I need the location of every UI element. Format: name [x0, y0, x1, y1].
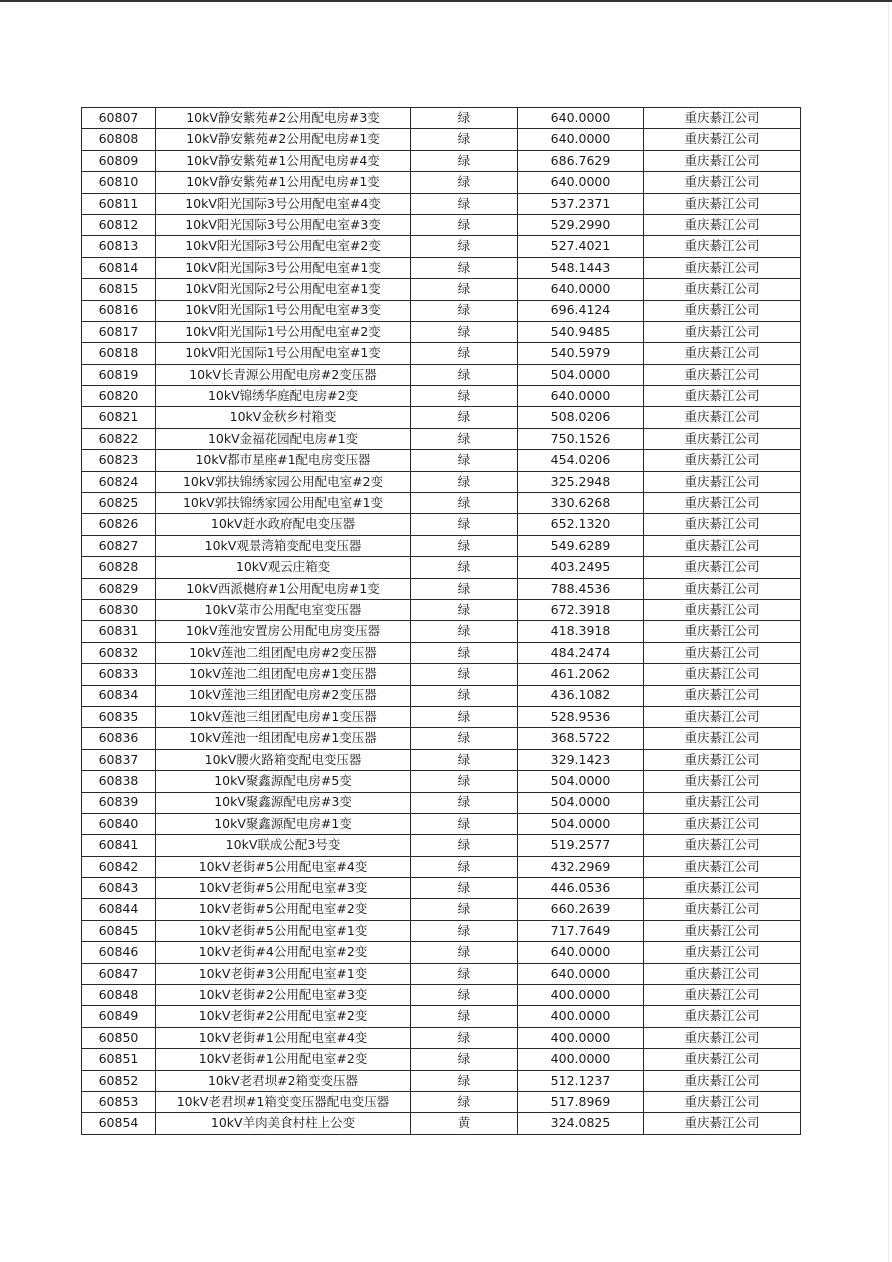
cell-capacity-value: 418.3918 [518, 621, 644, 642]
cell-company: 重庆綦江公司 [644, 771, 801, 792]
cell-status-level: 绿 [411, 728, 518, 749]
cell-capacity-value: 549.6289 [518, 535, 644, 556]
cell-company: 重庆綦江公司 [644, 364, 801, 385]
cell-id: 60847 [82, 963, 156, 984]
cell-id: 60825 [82, 493, 156, 514]
cell-company: 重庆綦江公司 [644, 1070, 801, 1091]
cell-transformer-name: 10kV静安紫苑#1公用配电房#4变 [156, 150, 411, 171]
cell-id: 60836 [82, 728, 156, 749]
cell-status-level: 绿 [411, 214, 518, 235]
cell-company: 重庆綦江公司 [644, 920, 801, 941]
cell-company: 重庆綦江公司 [644, 856, 801, 877]
cell-id: 60850 [82, 1027, 156, 1048]
cell-status-level: 绿 [411, 193, 518, 214]
cell-status-level: 绿 [411, 279, 518, 300]
cell-transformer-name: 10kV阳光国际1号公用配电室#3变 [156, 300, 411, 321]
cell-transformer-name: 10kV老街#1公用配电室#2变 [156, 1049, 411, 1070]
cell-company: 重庆綦江公司 [644, 835, 801, 856]
cell-capacity-value: 548.1443 [518, 257, 644, 278]
cell-transformer-name: 10kV阳光国际3号公用配电室#1变 [156, 257, 411, 278]
cell-id: 60813 [82, 236, 156, 257]
cell-transformer-name: 10kV菜市公用配电室变压器 [156, 599, 411, 620]
cell-status-level: 绿 [411, 685, 518, 706]
cell-company: 重庆綦江公司 [644, 1113, 801, 1134]
cell-company: 重庆綦江公司 [644, 728, 801, 749]
cell-status-level: 绿 [411, 514, 518, 535]
table-row [82, 493, 801, 514]
table-row [82, 343, 801, 364]
cell-id: 60808 [82, 129, 156, 150]
cell-capacity-value: 330.6268 [518, 493, 644, 514]
cell-id: 60826 [82, 514, 156, 535]
cell-status-level: 绿 [411, 963, 518, 984]
cell-transformer-name: 10kV金福花园配电房#1变 [156, 428, 411, 449]
cell-id: 60849 [82, 1006, 156, 1027]
table-row [82, 1049, 801, 1070]
cell-id: 60814 [82, 257, 156, 278]
table-row [82, 450, 801, 471]
cell-id: 60853 [82, 1091, 156, 1112]
cell-status-level: 绿 [411, 856, 518, 877]
cell-id: 60848 [82, 985, 156, 1006]
cell-company: 重庆綦江公司 [644, 599, 801, 620]
table-row [82, 471, 801, 492]
cell-capacity-value: 400.0000 [518, 1006, 644, 1027]
cell-status-level: 绿 [411, 792, 518, 813]
cell-capacity-value: 436.1082 [518, 685, 644, 706]
cell-capacity-value: 652.1320 [518, 514, 644, 535]
cell-id: 60829 [82, 578, 156, 599]
cell-capacity-value: 400.0000 [518, 985, 644, 1006]
cell-id: 60844 [82, 899, 156, 920]
page-right-edge [888, 2, 889, 1262]
cell-id: 60832 [82, 642, 156, 663]
cell-status-level: 绿 [411, 878, 518, 899]
cell-company: 重庆綦江公司 [644, 664, 801, 685]
cell-company: 重庆綦江公司 [644, 1006, 801, 1027]
cell-company: 重庆綦江公司 [644, 343, 801, 364]
cell-status-level: 绿 [411, 108, 518, 129]
cell-status-level: 绿 [411, 364, 518, 385]
cell-capacity-value: 750.1526 [518, 428, 644, 449]
cell-capacity-value: 640.0000 [518, 942, 644, 963]
cell-company: 重庆綦江公司 [644, 321, 801, 342]
cell-capacity-value: 686.7629 [518, 150, 644, 171]
cell-company: 重庆綦江公司 [644, 300, 801, 321]
cell-status-level: 绿 [411, 1091, 518, 1112]
cell-capacity-value: 504.0000 [518, 792, 644, 813]
table-row [82, 214, 801, 235]
cell-transformer-name: 10kV老街#2公用配电室#2变 [156, 1006, 411, 1027]
cell-capacity-value: 325.2948 [518, 471, 644, 492]
table-row [82, 1027, 801, 1048]
cell-status-level: 绿 [411, 642, 518, 663]
cell-company: 重庆綦江公司 [644, 129, 801, 150]
cell-id: 60807 [82, 108, 156, 129]
cell-company: 重庆綦江公司 [644, 685, 801, 706]
cell-status-level: 绿 [411, 1027, 518, 1048]
cell-company: 重庆綦江公司 [644, 535, 801, 556]
cell-company: 重庆綦江公司 [644, 493, 801, 514]
cell-company: 重庆綦江公司 [644, 108, 801, 129]
cell-id: 60830 [82, 599, 156, 620]
cell-status-level: 绿 [411, 407, 518, 428]
cell-transformer-name: 10kV老街#2公用配电室#3变 [156, 985, 411, 1006]
cell-status-level: 绿 [411, 1006, 518, 1027]
table-row [82, 792, 801, 813]
cell-id: 60843 [82, 878, 156, 899]
cell-transformer-name: 10kV阳光国际1号公用配电室#1变 [156, 343, 411, 364]
cell-transformer-name: 10kV羊肉美食村柱上公变 [156, 1113, 411, 1134]
cell-id: 60819 [82, 364, 156, 385]
cell-capacity-value: 400.0000 [518, 1027, 644, 1048]
cell-company: 重庆綦江公司 [644, 257, 801, 278]
table-row [82, 364, 801, 385]
cell-transformer-name: 10kV老街#4公用配电室#2变 [156, 942, 411, 963]
cell-id: 60835 [82, 706, 156, 727]
cell-capacity-value: 640.0000 [518, 129, 644, 150]
cell-transformer-name: 10kV静安紫苑#2公用配电房#3变 [156, 108, 411, 129]
cell-transformer-name: 10kV莲池三组团配电房#1变压器 [156, 706, 411, 727]
cell-transformer-name: 10kV阳光国际2号公用配电室#1变 [156, 279, 411, 300]
cell-status-level: 绿 [411, 706, 518, 727]
cell-capacity-value: 640.0000 [518, 963, 644, 984]
cell-status-level: 绿 [411, 942, 518, 963]
cell-id: 60852 [82, 1070, 156, 1091]
cell-company: 重庆綦江公司 [644, 749, 801, 770]
cell-capacity-value: 517.8969 [518, 1091, 644, 1112]
cell-transformer-name: 10kV观景湾箱变配电变压器 [156, 535, 411, 556]
table-row [82, 899, 801, 920]
cell-status-level: 绿 [411, 1049, 518, 1070]
cell-company: 重庆綦江公司 [644, 172, 801, 193]
cell-company: 重庆綦江公司 [644, 214, 801, 235]
cell-status-level: 绿 [411, 920, 518, 941]
cell-company: 重庆綦江公司 [644, 621, 801, 642]
cell-company: 重庆綦江公司 [644, 706, 801, 727]
cell-transformer-name: 10kV聚鑫源配电房#1变 [156, 813, 411, 834]
cell-id: 60845 [82, 920, 156, 941]
cell-status-level: 绿 [411, 557, 518, 578]
cell-id: 60816 [82, 300, 156, 321]
cell-status-level: 绿 [411, 471, 518, 492]
cell-transformer-name: 10kV聚鑫源配电房#3变 [156, 792, 411, 813]
cell-id: 60828 [82, 557, 156, 578]
cell-id: 60817 [82, 321, 156, 342]
table-row [82, 685, 801, 706]
cell-id: 60839 [82, 792, 156, 813]
table-row [82, 706, 801, 727]
table-row [82, 1091, 801, 1112]
table-body [82, 108, 801, 1135]
cell-id: 60810 [82, 172, 156, 193]
cell-status-level: 绿 [411, 835, 518, 856]
cell-transformer-name: 10kV老君坝#1箱变变压器配电变压器 [156, 1091, 411, 1112]
cell-transformer-name: 10kV郭扶锦绣家园公用配电室#1变 [156, 493, 411, 514]
transformer-capacity-table [81, 107, 801, 1135]
table-row [82, 257, 801, 278]
cell-capacity-value: 446.0536 [518, 878, 644, 899]
cell-capacity-value: 540.9485 [518, 321, 644, 342]
cell-id: 60842 [82, 856, 156, 877]
cell-id: 60818 [82, 343, 156, 364]
table-row [82, 557, 801, 578]
cell-transformer-name: 10kV莲池二组团配电房#2变压器 [156, 642, 411, 663]
cell-id: 60851 [82, 1049, 156, 1070]
table-row [82, 386, 801, 407]
page-top-rule [0, 0, 892, 2]
table-row [82, 878, 801, 899]
cell-transformer-name: 10kV联成公配3号变 [156, 835, 411, 856]
cell-capacity-value: 400.0000 [518, 1049, 644, 1070]
cell-status-level: 绿 [411, 599, 518, 620]
cell-id: 60821 [82, 407, 156, 428]
table-row [82, 428, 801, 449]
table-row [82, 1070, 801, 1091]
table-row [82, 321, 801, 342]
cell-capacity-value: 528.9536 [518, 706, 644, 727]
table-row [82, 664, 801, 685]
cell-company: 重庆綦江公司 [644, 386, 801, 407]
cell-transformer-name: 10kV阳光国际3号公用配电室#3变 [156, 214, 411, 235]
table-row [82, 835, 801, 856]
cell-company: 重庆綦江公司 [644, 942, 801, 963]
cell-company: 重庆綦江公司 [644, 150, 801, 171]
cell-capacity-value: 529.2990 [518, 214, 644, 235]
cell-transformer-name: 10kV观云庄箱变 [156, 557, 411, 578]
cell-company: 重庆綦江公司 [644, 1027, 801, 1048]
cell-status-level: 黄 [411, 1113, 518, 1134]
cell-capacity-value: 717.7649 [518, 920, 644, 941]
cell-capacity-value: 660.2639 [518, 899, 644, 920]
cell-id: 60837 [82, 749, 156, 770]
cell-id: 60809 [82, 150, 156, 171]
cell-capacity-value: 504.0000 [518, 364, 644, 385]
cell-company: 重庆綦江公司 [644, 578, 801, 599]
cell-transformer-name: 10kV老街#1公用配电室#4变 [156, 1027, 411, 1048]
cell-id: 60823 [82, 450, 156, 471]
cell-status-level: 绿 [411, 899, 518, 920]
cell-company: 重庆綦江公司 [644, 193, 801, 214]
table-row [82, 129, 801, 150]
cell-transformer-name: 10kV阳光国际3号公用配电室#2变 [156, 236, 411, 257]
table-row [82, 193, 801, 214]
cell-capacity-value: 512.1237 [518, 1070, 644, 1091]
cell-capacity-value: 640.0000 [518, 172, 644, 193]
cell-id: 60824 [82, 471, 156, 492]
table-row [82, 771, 801, 792]
table-row [82, 728, 801, 749]
cell-id: 60841 [82, 835, 156, 856]
cell-transformer-name: 10kV莲池三组团配电房#2变压器 [156, 685, 411, 706]
table-row [82, 813, 801, 834]
table-row [82, 856, 801, 877]
cell-capacity-value: 461.2062 [518, 664, 644, 685]
cell-capacity-value: 640.0000 [518, 386, 644, 407]
cell-company: 重庆綦江公司 [644, 407, 801, 428]
cell-id: 60854 [82, 1113, 156, 1134]
cell-status-level: 绿 [411, 578, 518, 599]
cell-company: 重庆綦江公司 [644, 878, 801, 899]
cell-id: 60827 [82, 535, 156, 556]
cell-transformer-name: 10kV老街#5公用配电室#4变 [156, 856, 411, 877]
table-row [82, 642, 801, 663]
table-row [82, 279, 801, 300]
table-row [82, 963, 801, 984]
table-row [82, 514, 801, 535]
cell-transformer-name: 10kV老君坝#2箱变变压器 [156, 1070, 411, 1091]
cell-status-level: 绿 [411, 343, 518, 364]
cell-status-level: 绿 [411, 450, 518, 471]
cell-company: 重庆綦江公司 [644, 428, 801, 449]
cell-transformer-name: 10kV静安紫苑#1公用配电房#1变 [156, 172, 411, 193]
cell-id: 60846 [82, 942, 156, 963]
cell-status-level: 绿 [411, 129, 518, 150]
cell-capacity-value: 368.5722 [518, 728, 644, 749]
table-row [82, 621, 801, 642]
cell-transformer-name: 10kV莲池安置房公用配电房变压器 [156, 621, 411, 642]
table-row [82, 942, 801, 963]
cell-id: 60815 [82, 279, 156, 300]
cell-transformer-name: 10kV老街#5公用配电室#2变 [156, 899, 411, 920]
table-row [82, 407, 801, 428]
cell-capacity-value: 432.2969 [518, 856, 644, 877]
cell-id: 60840 [82, 813, 156, 834]
cell-transformer-name: 10kV西派樾府#1公用配电房#1变 [156, 578, 411, 599]
cell-transformer-name: 10kV郭扶锦绣家园公用配电室#2变 [156, 471, 411, 492]
cell-company: 重庆綦江公司 [644, 1091, 801, 1112]
cell-company: 重庆綦江公司 [644, 963, 801, 984]
cell-transformer-name: 10kV阳光国际1号公用配电室#2变 [156, 321, 411, 342]
cell-company: 重庆綦江公司 [644, 514, 801, 535]
cell-status-level: 绿 [411, 236, 518, 257]
cell-company: 重庆綦江公司 [644, 450, 801, 471]
cell-id: 60822 [82, 428, 156, 449]
cell-transformer-name: 10kV莲池二组团配电房#1变压器 [156, 664, 411, 685]
cell-status-level: 绿 [411, 150, 518, 171]
table-row [82, 150, 801, 171]
cell-company: 重庆綦江公司 [644, 813, 801, 834]
cell-company: 重庆綦江公司 [644, 557, 801, 578]
cell-status-level: 绿 [411, 771, 518, 792]
cell-transformer-name: 10kV莲池一组团配电房#1变压器 [156, 728, 411, 749]
cell-transformer-name: 10kV金秋乡村箱变 [156, 407, 411, 428]
cell-company: 重庆綦江公司 [644, 642, 801, 663]
table-row [82, 749, 801, 770]
cell-transformer-name: 10kV老街#5公用配电室#1变 [156, 920, 411, 941]
cell-capacity-value: 527.4021 [518, 236, 644, 257]
cell-capacity-value: 672.3918 [518, 599, 644, 620]
cell-company: 重庆綦江公司 [644, 471, 801, 492]
cell-company: 重庆綦江公司 [644, 985, 801, 1006]
cell-company: 重庆綦江公司 [644, 236, 801, 257]
cell-capacity-value: 484.2474 [518, 642, 644, 663]
cell-transformer-name: 10kV老街#5公用配电室#3变 [156, 878, 411, 899]
cell-transformer-name: 10kV静安紫苑#2公用配电房#1变 [156, 129, 411, 150]
cell-id: 60812 [82, 214, 156, 235]
table-row [82, 535, 801, 556]
cell-transformer-name: 10kV赶水政府配电变压器 [156, 514, 411, 535]
cell-status-level: 绿 [411, 813, 518, 834]
cell-status-level: 绿 [411, 985, 518, 1006]
table-row [82, 300, 801, 321]
cell-capacity-value: 403.2495 [518, 557, 644, 578]
cell-id: 60834 [82, 685, 156, 706]
cell-capacity-value: 508.0206 [518, 407, 644, 428]
table-row [82, 236, 801, 257]
table-row [82, 108, 801, 129]
cell-transformer-name: 10kV长青源公用配电房#2变压器 [156, 364, 411, 385]
cell-status-level: 绿 [411, 386, 518, 407]
cell-company: 重庆綦江公司 [644, 279, 801, 300]
cell-status-level: 绿 [411, 493, 518, 514]
cell-transformer-name: 10kV都市星座#1配电房变压器 [156, 450, 411, 471]
table-row [82, 599, 801, 620]
cell-capacity-value: 640.0000 [518, 108, 644, 129]
cell-status-level: 绿 [411, 321, 518, 342]
cell-status-level: 绿 [411, 621, 518, 642]
table-row [82, 985, 801, 1006]
cell-transformer-name: 10kV阳光国际3号公用配电室#4变 [156, 193, 411, 214]
table-row [82, 920, 801, 941]
cell-status-level: 绿 [411, 749, 518, 770]
cell-capacity-value: 537.2371 [518, 193, 644, 214]
table-row [82, 1006, 801, 1027]
cell-status-level: 绿 [411, 535, 518, 556]
cell-transformer-name: 10kV老街#3公用配电室#1变 [156, 963, 411, 984]
cell-transformer-name: 10kV锦绣华庭配电房#2变 [156, 386, 411, 407]
cell-status-level: 绿 [411, 300, 518, 321]
cell-capacity-value: 540.5979 [518, 343, 644, 364]
cell-company: 重庆綦江公司 [644, 899, 801, 920]
cell-status-level: 绿 [411, 1070, 518, 1091]
cell-capacity-value: 640.0000 [518, 279, 644, 300]
cell-capacity-value: 519.2577 [518, 835, 644, 856]
cell-capacity-value: 504.0000 [518, 771, 644, 792]
cell-capacity-value: 329.1423 [518, 749, 644, 770]
cell-capacity-value: 454.0206 [518, 450, 644, 471]
cell-status-level: 绿 [411, 664, 518, 685]
cell-id: 60820 [82, 386, 156, 407]
cell-transformer-name: 10kV腰火路箱变配电变压器 [156, 749, 411, 770]
table-row [82, 172, 801, 193]
cell-id: 60811 [82, 193, 156, 214]
cell-transformer-name: 10kV聚鑫源配电房#5变 [156, 771, 411, 792]
cell-capacity-value: 324.0825 [518, 1113, 644, 1134]
cell-company: 重庆綦江公司 [644, 792, 801, 813]
cell-status-level: 绿 [411, 257, 518, 278]
cell-company: 重庆綦江公司 [644, 1049, 801, 1070]
table-row [82, 578, 801, 599]
cell-capacity-value: 788.4536 [518, 578, 644, 599]
cell-id: 60833 [82, 664, 156, 685]
table-row [82, 1113, 801, 1134]
cell-status-level: 绿 [411, 428, 518, 449]
cell-status-level: 绿 [411, 172, 518, 193]
cell-id: 60838 [82, 771, 156, 792]
cell-id: 60831 [82, 621, 156, 642]
cell-capacity-value: 504.0000 [518, 813, 644, 834]
cell-capacity-value: 696.4124 [518, 300, 644, 321]
